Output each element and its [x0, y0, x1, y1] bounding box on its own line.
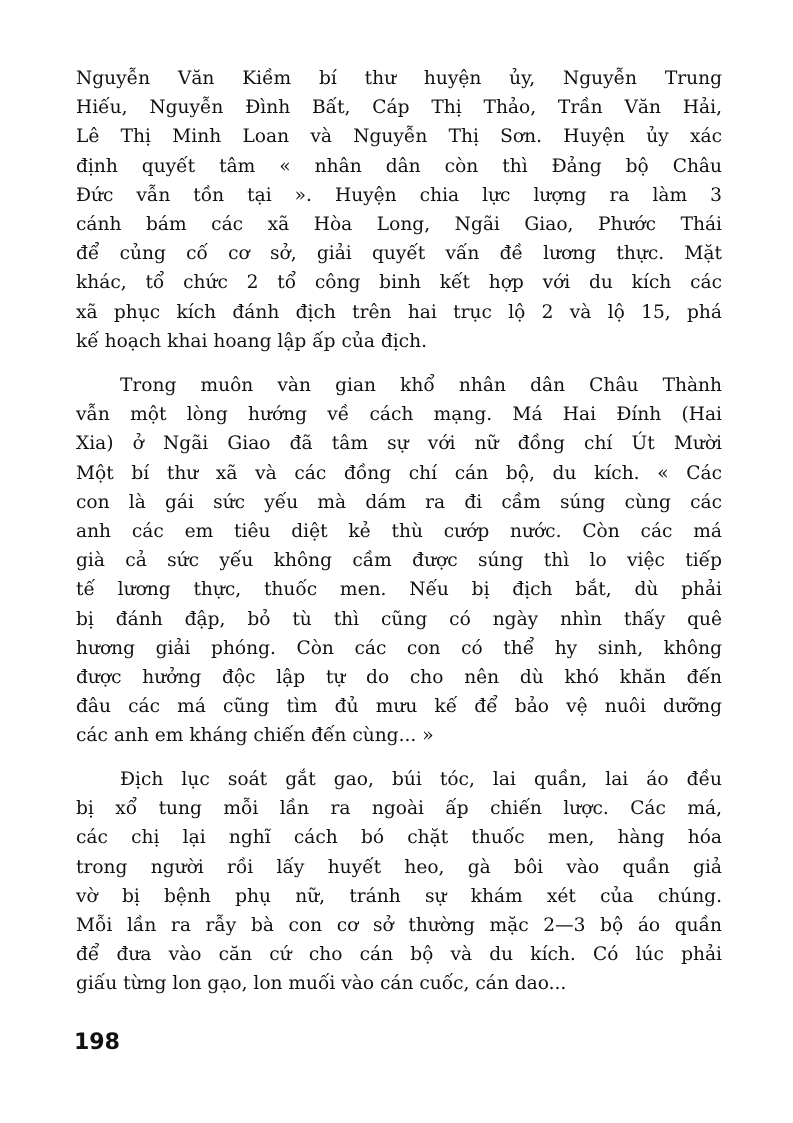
text-line: hương giải phóng. Còn các con có thể hy sinh, không	[76, 637, 722, 659]
text-line: anh các em tiêu diệt kẻ thù cướp nước. Còn các má	[76, 520, 722, 542]
text-line: bị xổ tung mỗi lần ra ngoài ấp chiến lược. Các má,	[76, 798, 722, 820]
text-line: bị đánh đập, bỏ tù thì cũng có ngày nhìn thấy quê	[76, 608, 722, 630]
text-line: tế lương thực, thuốc men. Nếu bị địch bắt, dù phải	[76, 579, 722, 601]
text-line: đâu các má cũng tìm đủ mưu kế để bảo vệ nuôi dưỡng	[76, 696, 722, 718]
text-line: các anh em kháng chiến đến cùng... »	[76, 725, 434, 747]
text-line: già cả sức yếu không cầm được súng thì lo việc tiếp	[76, 550, 722, 572]
text-line: Trong muôn vàn gian khổ nhân dân Châu Thành	[120, 375, 722, 396]
text-line: Lê Thị Minh Loan và Nguyễn Thị Sơn. Huyện ủy xác	[76, 126, 722, 148]
text-line: được hưởng độc lập tự do cho nên dù khó khăn đến	[76, 666, 722, 688]
page-number: 198	[74, 1030, 120, 1055]
text-line: các chị lại nghĩ cách bó chặt thuốc men, hàng hóa	[76, 827, 722, 849]
text-line: Hiếu, Nguyễn Đình Bất, Cáp Thị Thảo, Trần Văn Hải,	[76, 97, 722, 119]
paragraph-1	[76, 64, 722, 356]
text-line: xã phục kích đánh địch trên hai trục lộ 2 và lộ 15, phá	[76, 301, 722, 323]
text-line: cánh bám các xã Hòa Long, Ngãi Giao, Phước Thái	[76, 213, 722, 235]
text-line: Đức vẫn tồn tại ». Huyện chia lực lượng ra làm 3	[76, 184, 722, 206]
text-line: Mỗi lần ra rẫy bà con cơ sở thường mặc 2—3 bộ áo quần	[76, 914, 722, 936]
text-line: vẫn một lòng hướng về cách mạng. Má Hai Đính (Hai	[76, 404, 722, 426]
text-line: Nguyễn Văn Kiềm bí thư huyện ủy, Nguyễn Trung	[76, 68, 722, 89]
text-line: Một bí thư xã và các đồng chí cán bộ, du kích. « Các	[76, 462, 722, 484]
text-line: để củng cố cơ sở, giải quyết vấn đề lương thực. Mặt	[76, 243, 722, 265]
paragraph-2	[76, 371, 722, 750]
text-line: vờ bị bệnh phụ nữ, tránh sự khám xét của chúng.	[76, 885, 722, 907]
paragraph-3	[76, 765, 722, 999]
text-line: định quyết tâm « nhân dân còn thì Đảng bộ Châu	[76, 155, 722, 177]
text-line: trong người rồi lấy huyết heo, gà bôi vào quần giả	[76, 856, 722, 878]
text-line: con là gái sức yếu mà dám ra đi cầm súng cùng các	[76, 491, 722, 513]
text-line: khác, tổ chức 2 tổ công binh kết hợp với du kích các	[76, 272, 722, 294]
text-line: giấu từng lon gạo, lon muối vào cán cuốc, cán dao...	[76, 973, 567, 995]
text-line: Xia) ở Ngãi Giao đã tâm sự với nữ đồng chí Út Mười	[76, 433, 722, 455]
text-line: để đưa vào căn cứ cho cán bộ và du kích. Có lúc phải	[76, 944, 722, 966]
text-line: Địch lục soát gắt gao, búi tóc, lai quần, lai áo đều	[120, 769, 722, 790]
text-line: kế hoạch khai hoang lập ấp của địch.	[76, 330, 427, 352]
